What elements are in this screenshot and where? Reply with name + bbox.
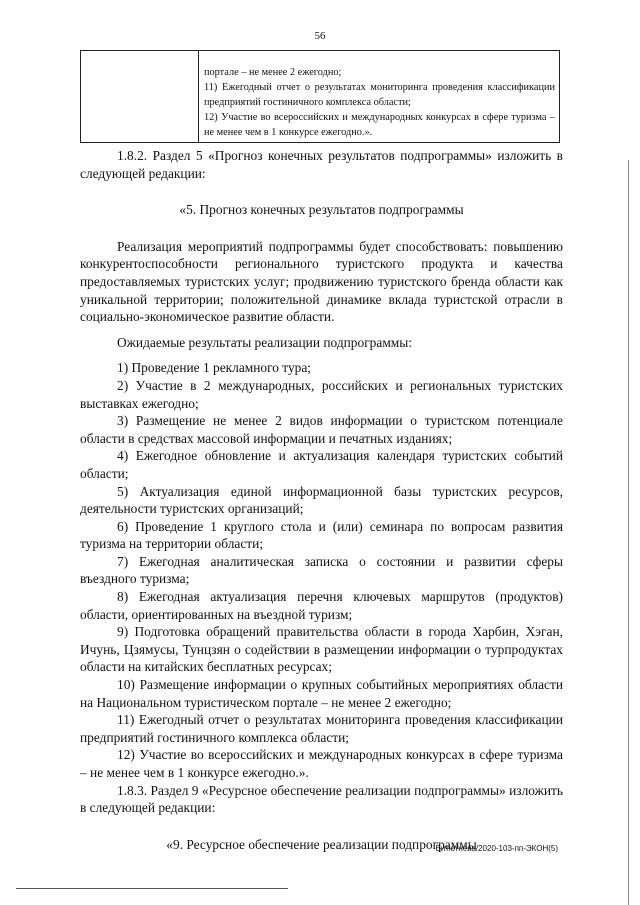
- result-item: 3) Размещение не менее 2 видов информации о туристском потенциале области в средствах массовой информации и печатных изданиях;: [80, 413, 563, 446]
- item-1-8-3: 1.8.3. Раздел 9 «Ресурсное обеспечение реализации подпрограммы» изложить в следующей редакции:: [80, 782, 563, 816]
- result-item: 7) Ежегодная аналитическая записка о состоянии и развитии сферы въездного туризма;: [80, 553, 563, 587]
- section-9-title: «9. Ресурсное обеспечение реализации подпрограммы: [166, 836, 477, 852]
- section-5-title: «5. Прогноз конечных результатов подпрограммы: [179, 202, 464, 218]
- result-item: 12) Участие во всероссийских и международных конкурсах в сфере туризма – не менее чем в 1 конкурсе ежегодно.».: [80, 747, 563, 780]
- continuation-table: [80, 50, 560, 143]
- table-line: портале – не менее 2 ежегодно;: [204, 67, 342, 78]
- section-5-intro: Реализация мероприятий подпрограммы будет способствовать: повышению конкурентоспособности регионального туристского продукта и качества предоставляемых туристских услуг; продвижению туристского бренда области как уникальной территории; положительной динамике вклада туристской отрасли в социально-экономическое развитие области.: [80, 238, 563, 325]
- item-1-8-2: 1.8.2. Раздел 5 «Прогноз конечных результатов подпрограммы» изложить в следующей редакции:: [80, 148, 563, 181]
- footer-rule: [16, 888, 288, 889]
- result-item: 4) Ежегодное обновление и актуализация календаря туристских событий области;: [80, 448, 563, 481]
- table-line: 12) Участие во всероссийских и международных конкурсах в сфере туризма – не менее чем в 1 конкурсе ежегодно.».: [204, 112, 555, 138]
- result-item: 2) Участие в 2 международных, российских и региональных туристских выставках ежегодно;: [80, 377, 563, 411]
- result-item: 5) Актуализация единой информационной базы туристских ресурсов, деятельности туристских организаций;: [80, 483, 563, 517]
- table-right-cell: [204, 65, 555, 140]
- scan-edge-line: [628, 160, 629, 905]
- table-line: 11) Ежегодный отчет о результатах мониторинга проведения классификации предприятий гостиничного комплекса области;: [204, 82, 555, 108]
- result-item: 6) Проведение 1 круглого стола и (или) семинара по вопросам развития туризма на территории области;: [80, 518, 563, 552]
- result-item: 10) Размещение информации о крупных событийных мероприятиях области на Национальном туристическом портале – не менее 2 ежегодно;: [80, 677, 563, 710]
- main-text: [80, 147, 563, 853]
- page-number: 56: [314, 30, 326, 42]
- table-left-cell: [81, 51, 199, 142]
- expected-results-heading: Ожидаемые результаты реализации подпрограммы:: [117, 334, 412, 350]
- result-item: 1) Проведение 1 рекламного тура;: [117, 360, 312, 376]
- document-code: Витютнева/2020-103-пп-ЭКОН(5): [435, 844, 558, 853]
- result-item: 11) Ежегодный отчет о результатах мониторинга проведения классификации предприятий гостиничного комплекса области;: [80, 712, 563, 745]
- result-item: 8) Ежегодная актуализация перечня ключевых маршрутов (продуктов) области, ориентированных на въездной туризм;: [80, 589, 563, 622]
- result-item: 9) Подготовка обращений правительства области в города Харбин, Хэган, Ичунь, Цзямусы, Тунцзян о содействии в размещении информации о турпродуктах области на китайских бесплатных ресурсах;: [80, 624, 563, 675]
